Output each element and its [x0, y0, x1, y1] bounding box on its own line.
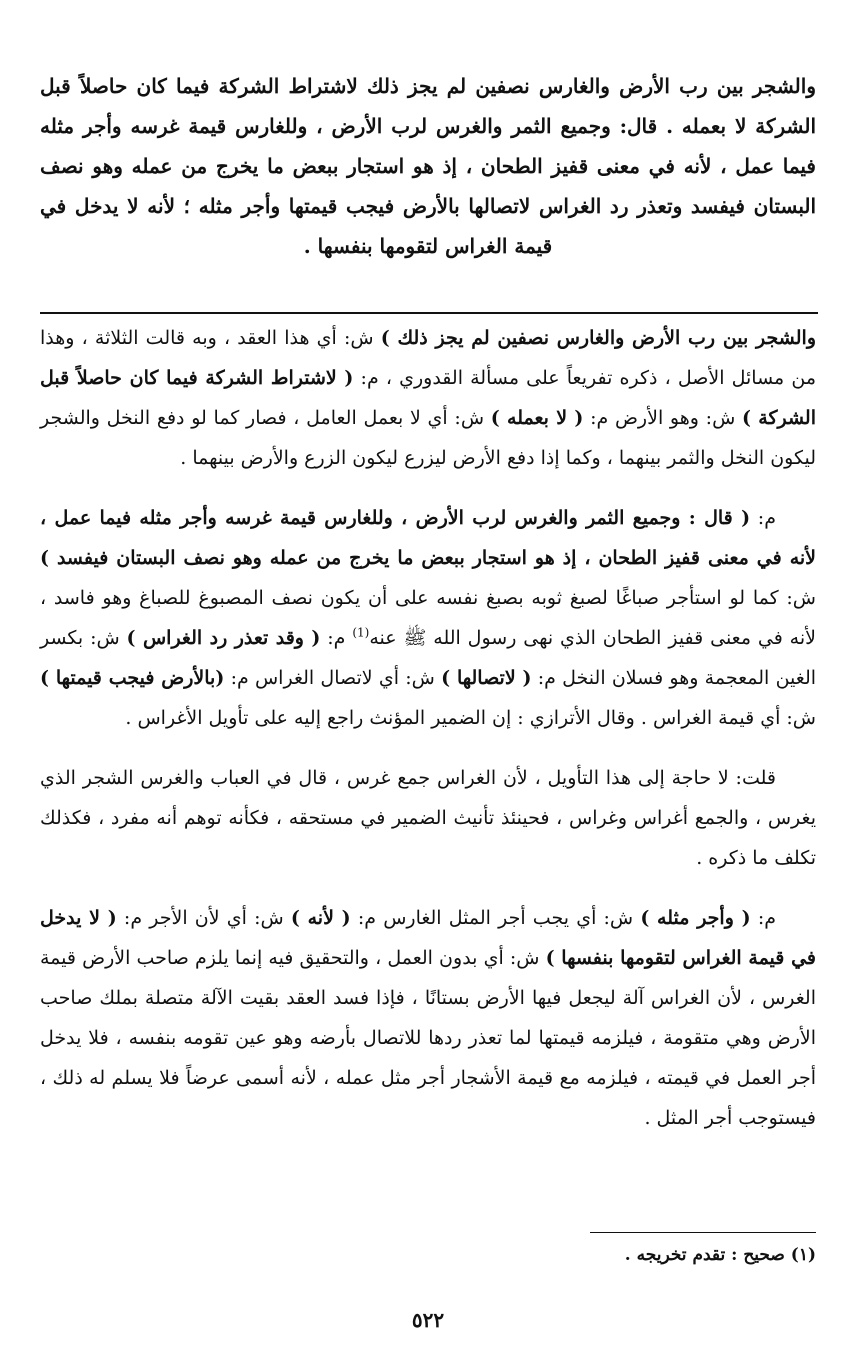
quoted-matn: ( لاشتراط الشركة فيما كان حاصلاً قبل الشركة ): [40, 367, 816, 429]
page-number: ٥٢٢: [411, 1308, 445, 1332]
quoted-matn: والشجر بين رب الأرض والغارس نصفين لم يجز ذلك ): [380, 327, 816, 349]
commentary-text: ش: بكسر الغين المعجمة وهو فسلان النخل م:: [40, 627, 817, 689]
commentary-paragraph-1: [40, 318, 816, 478]
quoted-matn: ( وقد تعذر رد الغراس ): [126, 627, 321, 649]
commentary-text: ش: أي لا بعمل العامل ، فصار كما لو دفع النخل والشجر ليكون النخل والثمر بينهما ، وكما إذا دفع الأرض ليزرع ليكون الزرع والأرض بينهما .: [40, 407, 816, 469]
quoted-matn: ( لاتصالها ): [441, 667, 532, 689]
quoted-matn: ( قال : وجميع الثمر والغرس لرب الأرض ، وللغارس قيمة غرسه وأجر مثله فيما عمل ، لأنه في معنى قفيز الطحان ، إذ هو استجار ببعض ما يخرج من عمله وهو نصف البستان فيفسد ): [40, 507, 816, 569]
commentary-paragraph-3: قلت: لا حاجة إلى هذا التأويل ، لأن الغراس جمع غرس ، قال في العباب والغرس الشجر الذي يغرس ، والجمع أغراس وغراس ، فحينئذ تأنيث الضمير في مستحقه ، فكأنه توهم أنه مفرد ، فكذلك تكلف ما ذكره .: [40, 767, 816, 869]
footnote: (١) صحيح : تقدم تخريجه .: [624, 1245, 816, 1265]
commentary-text: م:: [750, 507, 776, 529]
commentary-block: [40, 318, 816, 1158]
main-text-divider: [40, 312, 818, 314]
quoted-matn: ( لا بعمله ): [490, 407, 584, 429]
commentary-text: ش: أي قيمة الغراس . وقال الأترازي : إن الضمير المؤنث راجع إليه على تأويل الأغراس .: [125, 707, 816, 729]
commentary-text: م:: [750, 907, 776, 929]
quoted-matn: ( لا يدخل في قيمة الغراس لتقومها بنفسها ): [40, 907, 816, 969]
commentary-text: ش: وهو الأرض م:: [583, 407, 742, 429]
commentary-text: ش: أي بدون العمل ، والتحقيق فيه إنما يلزم صاحب الأرض قيمة الغرس ، لأن الغراس آلة ليجعل فيها الأرض بستانًا ، فإذا فسد العقد بقيت الآلة متصلة بملك صاحب الأرض وهي متقومة ، فيلزمه قيمتها لما تعذر ردها للاتصال بأرضه وهو عين تقومه بنفسه ، فلا يدخل أجر العمل في قيمته ، فيلزمه مع قيمة الأشجار أجر مثل عمله ، لأنه أسمى عرضاً فلا يسلم له ذلك ، فيستوجب أجر المثل .: [40, 947, 816, 1129]
commentary-paragraph-4: [40, 898, 816, 1138]
commentary-text: م:: [320, 627, 353, 649]
footnote-divider: [590, 1232, 816, 1233]
quoted-matn: ( لأنه ): [290, 907, 351, 929]
quoted-matn: ( وأجر مثله ): [640, 907, 751, 929]
commentary-text: ش: أي لاتصال الغراس م:: [224, 667, 442, 689]
quoted-matn: (بالأرض فيجب قيمتها ): [40, 667, 225, 689]
commentary-text: ش: أي لأن الأجر م:: [116, 907, 291, 929]
footnote-reference[interactable]: (1): [352, 625, 370, 640]
commentary-text: ش: أي هذا العقد ، وبه قالت الثلاثة ، وهذا من مسائل الأصل ، ذكره تفريعاً على مسألة القدوري ، م:: [40, 327, 816, 389]
commentary-paragraph-2: [40, 498, 816, 738]
commentary-text: ش: أي يجب أجر المثل الغارس م:: [350, 907, 641, 929]
commentary-text: ش: كما لو استأجر صباغًا لصبغ ثوبه بصبغ نفسه على أن يكون نصف المصبوغ للصباغ وهو فاسد ، لأنه في معنى قفيز الطحان الذي نهى رسول الله ﷺ عنه: [40, 587, 816, 649]
main-text-block: والشجر بين رب الأرض والغارس نصفين لم يجز ذلك لاشتراط الشركة فيما كان حاصلاً قبل الشركة لا بعمله . قال: وجميع الثمر والغرس لرب الأرض ، وللغارس قيمة غرسه وأجر مثله فيما عمل ، لأنه في معنى قفيز الطحان ، إذ هو استجار ببعض ما يخرج من عمله وهو نصف البستان فيفسد وتعذر رد الغراس لاتصالها بالأرض فيجب قيمتها وأجر مثله ؛ لأنه لا يدخل في قيمة الغراس لتقومها بنفسها .: [40, 74, 817, 258]
